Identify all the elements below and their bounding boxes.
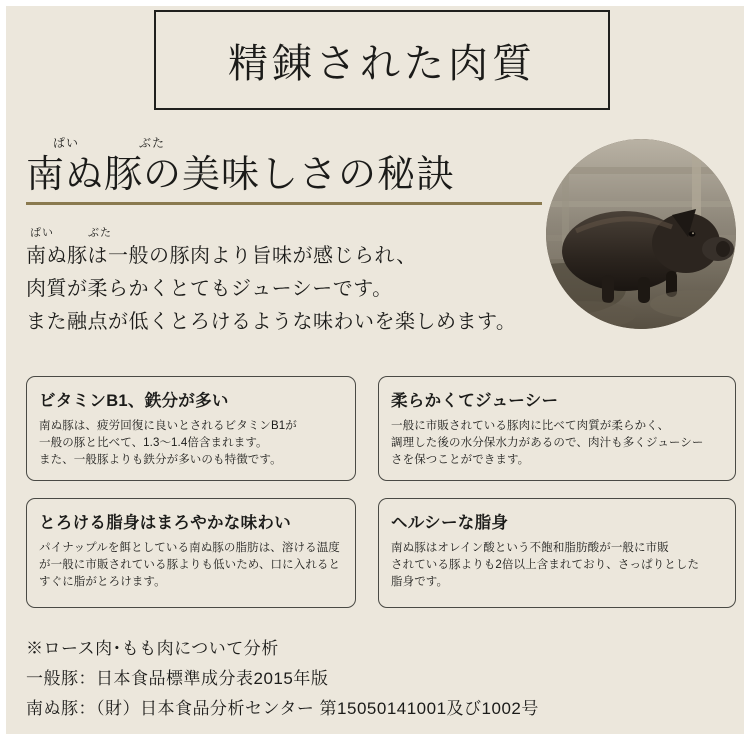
feature-card bbox=[378, 376, 736, 481]
headline-ruby-2: ぶた bbox=[139, 136, 166, 150]
intro-line-1: 南ぬ豚は一般の豚肉より旨味が感じられ、 bbox=[26, 245, 417, 267]
feature-card-line: 一般に市販されている豚肉に比べて肉質が柔らかく、 bbox=[391, 420, 670, 432]
feature-card-title: 柔らかくてジューシー bbox=[391, 392, 559, 410]
frame-right-edge bbox=[744, 0, 750, 750]
headline-underline bbox=[26, 202, 542, 205]
feature-card-title: ヘルシーな脂身 bbox=[391, 514, 509, 532]
feature-card-body bbox=[391, 540, 723, 591]
feature-card-line: が一般に市販されている豚よりも低いため、口に入れると bbox=[39, 559, 341, 571]
feature-card-line: 調理した後の水分保水力があるので、肉汁も多くジューシー bbox=[391, 437, 704, 449]
footnote-line-3: 南ぬ豚：（財）日本食品分析センター 第15050141001及び1002号 bbox=[26, 699, 539, 718]
feature-card-title: とろける脂身はまろやかな味わい bbox=[39, 514, 291, 532]
feature-card-line: されている豚よりも2倍以上含まれており、さっぱりとした bbox=[391, 559, 700, 571]
feature-card-line: 南ぬ豚は、疲労回復に良いとされるビタミンB1が bbox=[39, 420, 297, 432]
page-inner-canvas bbox=[6, 6, 744, 744]
feature-card-line: また、一般豚よりも鉄分が多いのも特徴です。 bbox=[39, 454, 282, 466]
headline-ruby-1: ぱい bbox=[53, 136, 80, 150]
pig-photo bbox=[546, 139, 736, 329]
footnote-line-2: 一般豚：日本食品標準成分表2015年版 bbox=[26, 669, 329, 688]
intro-ruby-1: ぱい bbox=[30, 227, 54, 239]
feature-card bbox=[378, 498, 736, 608]
feature-card-body bbox=[39, 540, 343, 591]
page-title: 精錬された肉質 bbox=[228, 40, 536, 86]
feature-card-line: パイナップルを餌としている南ぬ豚の脂肪は、溶ける温度 bbox=[39, 542, 340, 554]
frame-bottom-edge bbox=[0, 734, 750, 750]
feature-card-line: 脂身です。 bbox=[391, 576, 449, 588]
feature-card-line: 南ぬ豚はオレイン酸という不飽和脂肪酸が一般に市販 bbox=[391, 542, 669, 554]
feature-card-line: さを保つことができます。 bbox=[391, 454, 530, 466]
intro-line-2: 肉質が柔らかくとてもジューシーです。 bbox=[26, 278, 393, 300]
intro-ruby-row bbox=[26, 224, 286, 240]
feature-card bbox=[26, 498, 356, 608]
footnote-line-1: ※ロース肉･もも肉について分析 bbox=[26, 639, 279, 658]
feature-card-line: 一般の豚と比べて、1.3～1.4倍含まれます。 bbox=[39, 437, 268, 449]
footnotes bbox=[26, 634, 726, 724]
feature-card-body bbox=[39, 418, 343, 469]
feature-card-line: すぐに脂がとろけます。 bbox=[39, 576, 166, 588]
intro-ruby-2: ぶた bbox=[88, 227, 112, 239]
headline-ruby-row bbox=[26, 134, 556, 152]
pig-photo-illustration bbox=[546, 139, 736, 329]
headline-text: 南ぬ豚の美味しさの秘訣 bbox=[26, 154, 456, 196]
headline-block bbox=[26, 134, 556, 198]
feature-card bbox=[26, 376, 356, 481]
title-box bbox=[154, 10, 610, 110]
intro-paragraph bbox=[26, 240, 546, 339]
feature-card-title: ビタミンB1、鉄分が多い bbox=[39, 392, 229, 410]
intro-line-3: また融点が低くとろけるような味わいを楽しめます。 bbox=[26, 311, 517, 333]
frame-left-edge bbox=[0, 0, 6, 750]
feature-card-body bbox=[391, 418, 723, 469]
